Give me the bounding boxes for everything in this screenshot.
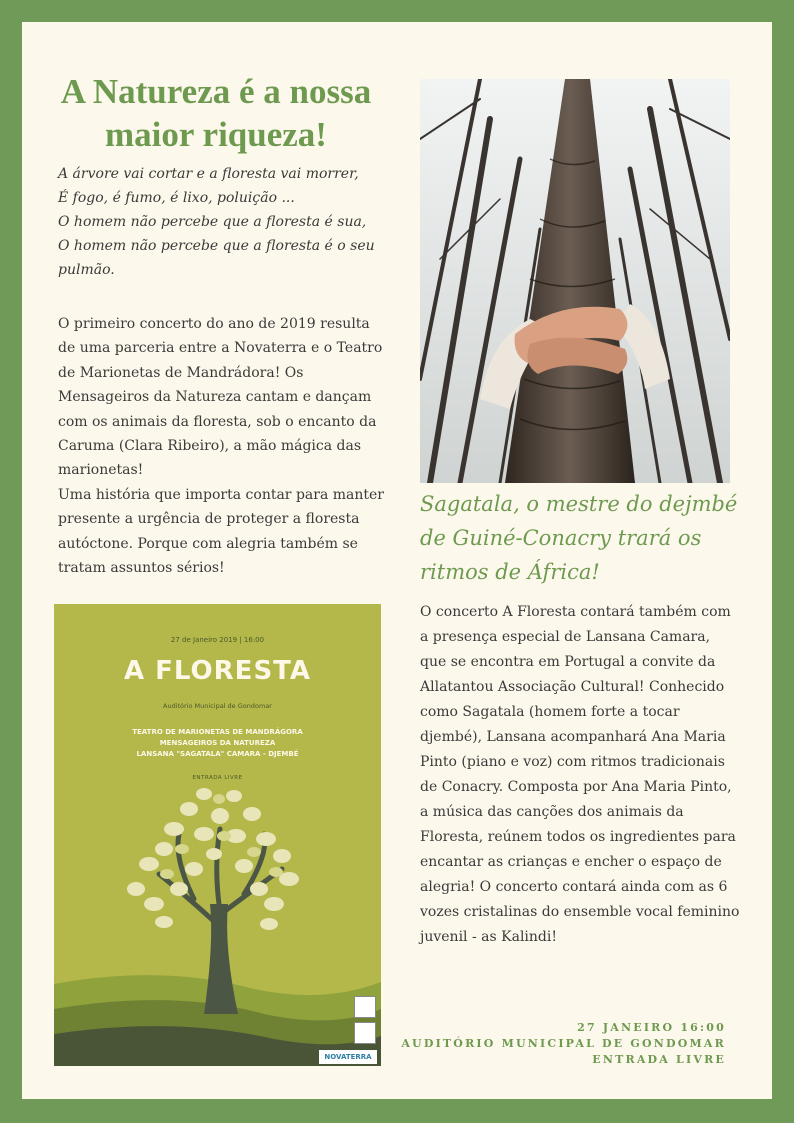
- event-details: [392, 1020, 726, 1068]
- poster-title: A FLORESTA: [123, 656, 312, 686]
- poster-lineup-line: TEATRO DE MARIONETAS DE MANDRÁGORA: [132, 728, 303, 736]
- poster-date: 27 de Janeiro 2019 | 16:00: [170, 636, 265, 644]
- flyer-page: [22, 22, 772, 1099]
- event-datetime: 27 JANEIRO 16:00: [577, 1021, 726, 1034]
- paragraph: O primeiro concerto do ano de 2019 resulta de uma parceria entre a Novaterra e o Teatro de Marionetas de Mandrádora! Os Mensageiros da Natureza cantam e dançam com os animais da floresta, sob o encanto da Caruma (Clara Ribeiro), a mão mágica das marionetas!: [58, 316, 383, 479]
- poem-line: A árvore vai cortar e a floresta vai morrer,: [58, 166, 359, 182]
- paragraph: Uma história que importa contar para manter presente a urgência de proteger a floresta autóctone. Porque com alegria também se tratam assuntos sérios!: [58, 486, 384, 577]
- event-poster: [54, 604, 381, 1066]
- poster-free-entry: ENTRADA LIVRE: [192, 775, 243, 781]
- headline: A Natureza é a nossa maior riqueza!: [60, 72, 372, 154]
- poem-line: É fogo, é fumo, é lixo, poluição ...: [58, 190, 295, 206]
- guest-description: O concerto A Floresta contará também com a presença especial de Lansana Camara, que se encontra em Portugal a convite da Allatantou Associação Cultural! Conhecido como Sagatala (homem forte a tocar djembé), Lansana acompanhará Ana Maria Pinto (piano e voz) com ritmos tradicionais de Conacry. Composta por Ana Maria Pinto, a música das canções dos animais da Floresta, reúnem todos os ingredientes para encantar as crianças e encher o espaço de alegria! O concerto contará ainda com as 6 vozes cristalinas do ensemble vocal feminino juvenil - as Kalindi!: [420, 604, 740, 945]
- subheading: Sagatala, o mestre do dejmbé de Guiné-Conacry trará os ritmos de África!: [420, 492, 738, 584]
- poem-line: O homem não percebe que a floresta é sua,: [58, 214, 367, 230]
- poster-lineup: [54, 727, 381, 760]
- poster-lineup-line: MENSAGEIROS DA NATUREZA: [159, 739, 276, 747]
- event-entry: ENTRADA LIVRE: [592, 1053, 726, 1066]
- event-venue: AUDITÓRIO MUNICIPAL DE GONDOMAR: [401, 1037, 726, 1050]
- poem-line: O homem não percebe que a floresta é o seu pulmão.: [58, 238, 375, 278]
- poster-venue: Auditório Municipal de Gondomar: [163, 702, 272, 710]
- novaterra-logo: NOVATERRA: [319, 1050, 377, 1064]
- poem: [58, 162, 388, 282]
- tree-hug-photo: [420, 79, 730, 483]
- poster-lineup-line: LANSANA "SAGATALA" CAMARA - DJEMBÉ: [136, 750, 299, 758]
- tree-hug-photo-art: [420, 79, 730, 483]
- concert-description: [58, 312, 388, 580]
- municipality-logo: [354, 996, 376, 1018]
- theatre-logo: [354, 1022, 376, 1044]
